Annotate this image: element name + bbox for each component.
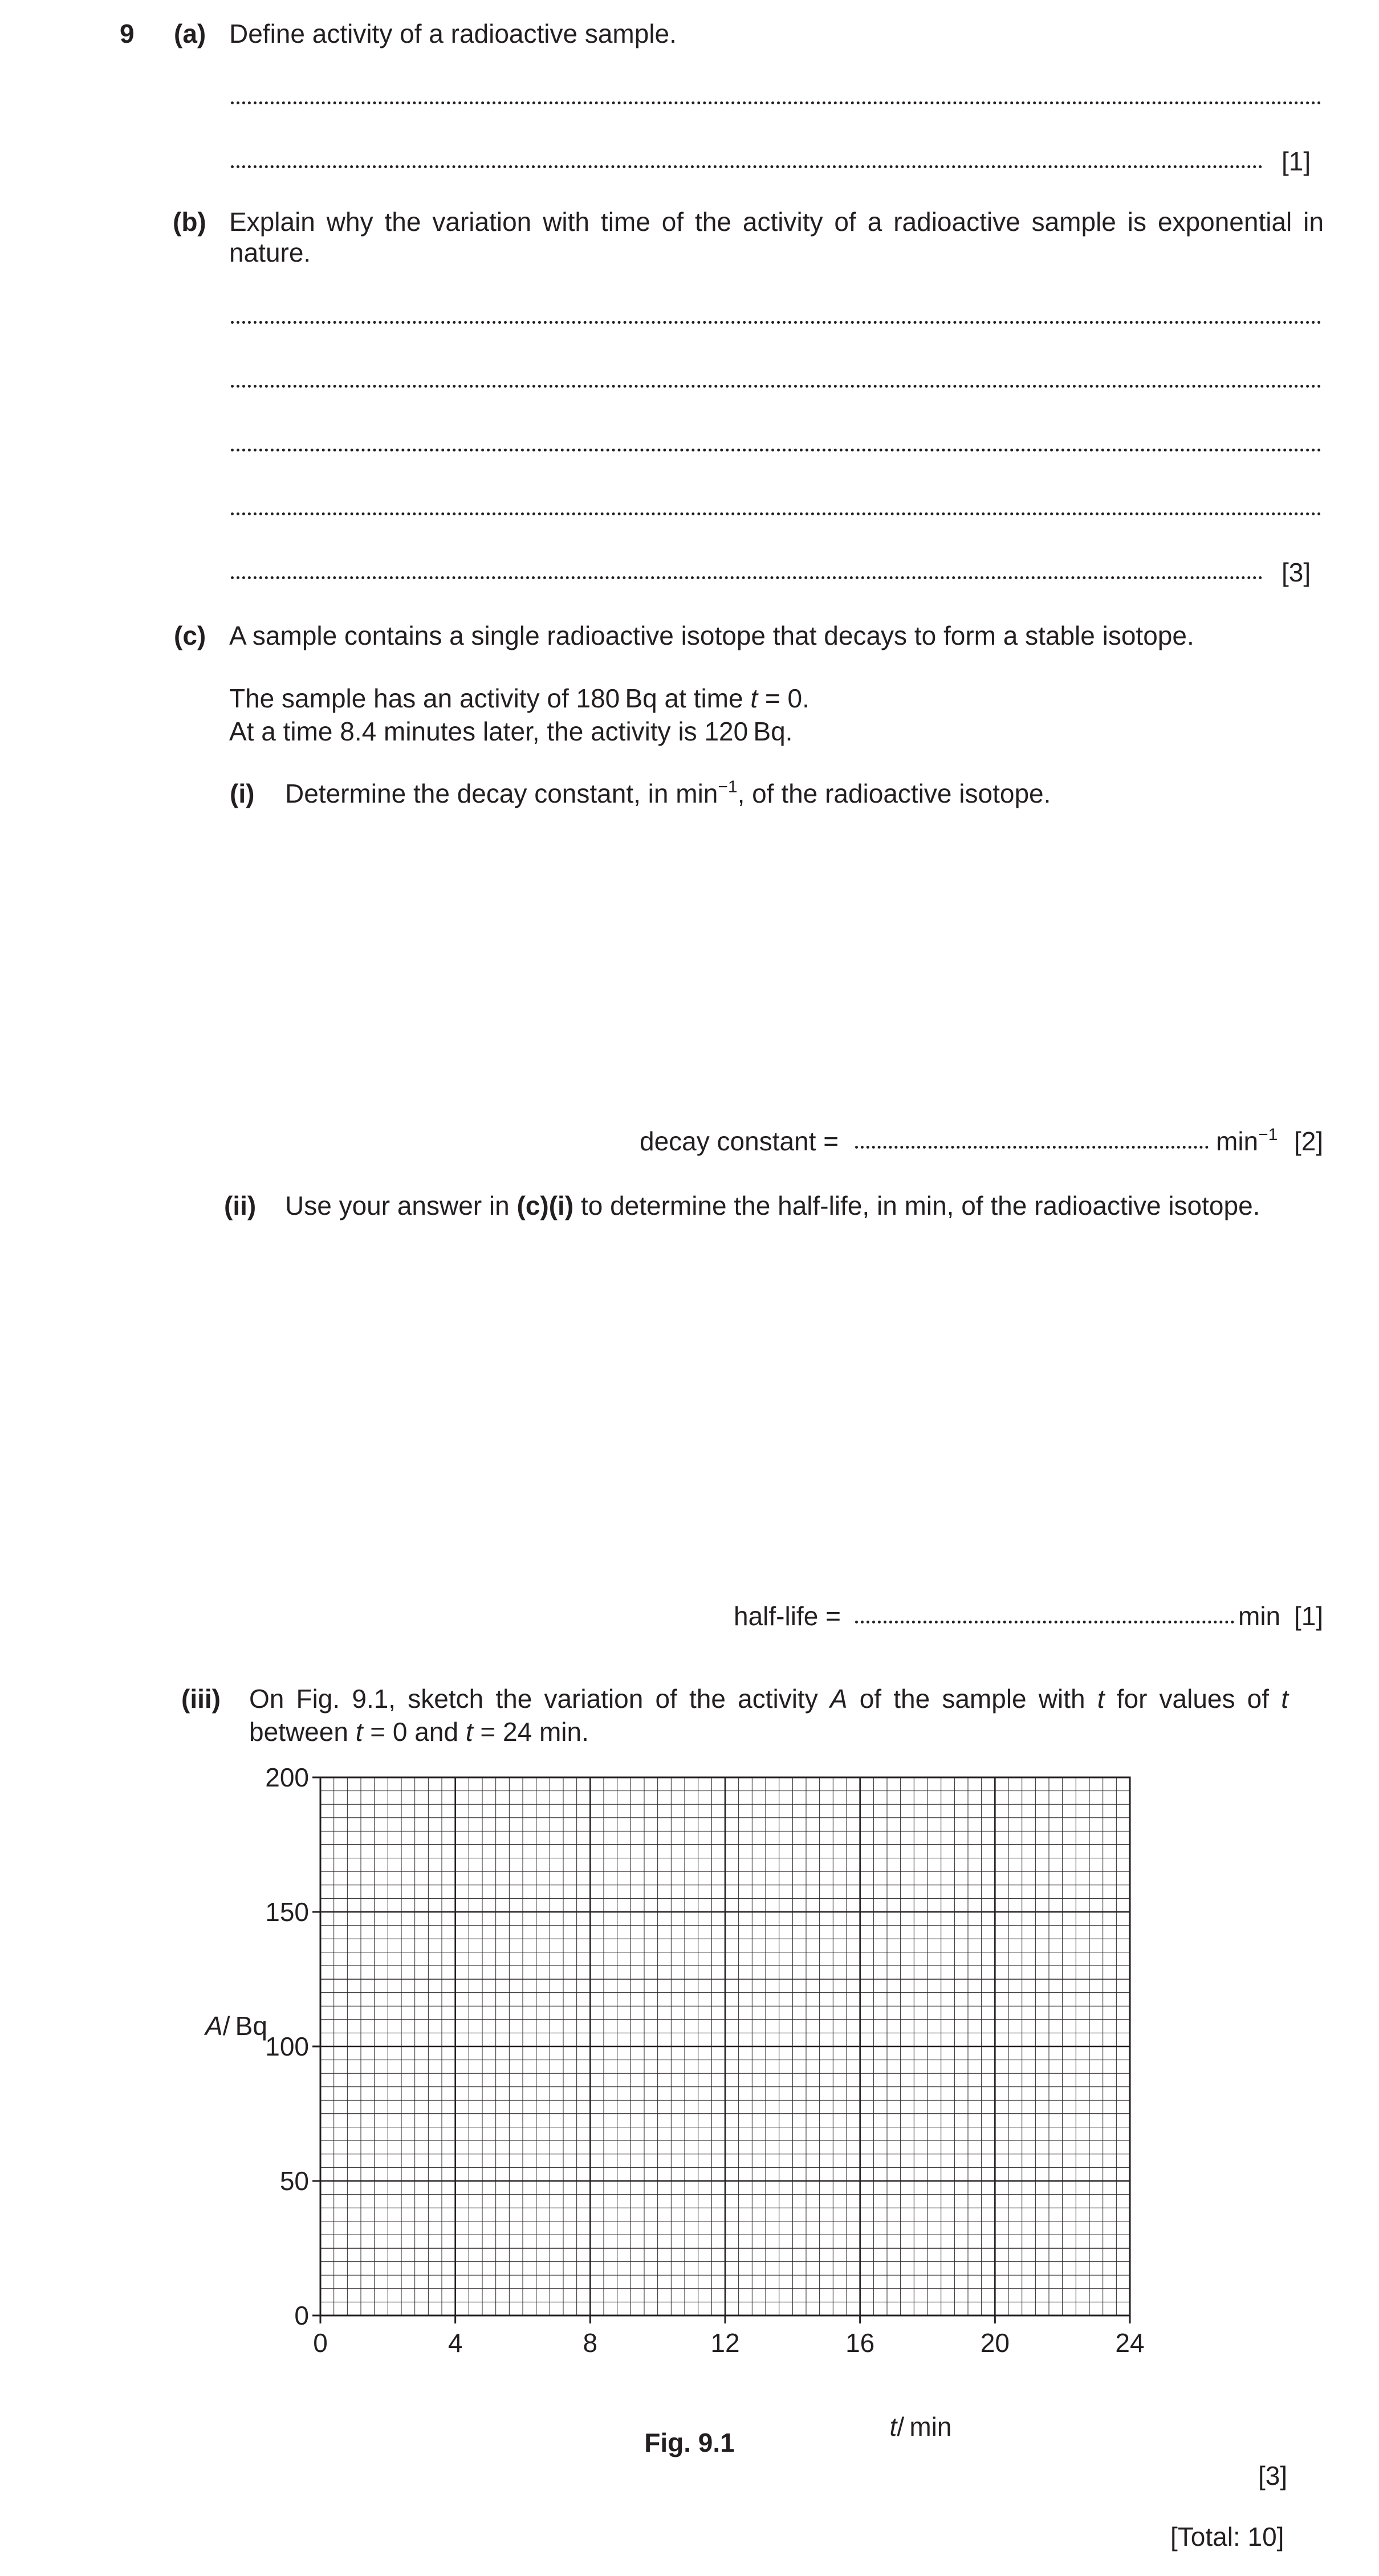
x-tick-label: 8: [583, 2328, 598, 2358]
answer-line[interactable]: [231, 321, 1321, 324]
part-c-i-label: (i): [230, 779, 255, 808]
answer-line[interactable]: [231, 449, 1321, 451]
answer-line[interactable]: [231, 385, 1321, 388]
y-tick-labels: [265, 1767, 309, 2330]
y-tick-label: 0: [294, 2301, 309, 2330]
part-c-label: (c): [174, 621, 206, 650]
part-b-label: (b): [173, 207, 206, 237]
y-tick-label: 50: [279, 2166, 309, 2196]
answer-line[interactable]: [231, 101, 1321, 104]
part-c-activity-initial: The sample has an activity of 180 Bq at time t = 0.: [229, 683, 809, 713]
x-tick-label: 12: [710, 2328, 740, 2358]
total-marks: [Total: 10]: [1170, 2522, 1284, 2551]
part-c-activity-later: At a time 8.4 minutes later, the activity is 120 Bq.: [229, 717, 793, 746]
y-tick-label: 100: [265, 2032, 309, 2061]
x-tick-label: 0: [313, 2328, 328, 2358]
part-b-marks: [3]: [1282, 557, 1311, 587]
part-c-iii-text-line2: between t = 0 and t = 24 min.: [249, 1717, 589, 1747]
y-tick-label: 150: [265, 1897, 309, 1927]
x-axis-label: t/ min: [889, 2412, 952, 2441]
part-a-marks: [1]: [1282, 146, 1311, 176]
figure-caption: Fig. 9.1: [644, 2428, 735, 2457]
decay-constant-unit: $\min^{-1}$: [1216, 1125, 1278, 1156]
part-a-label: (a): [174, 19, 206, 48]
decay-constant-label: decay constant =: [640, 1126, 839, 1156]
part-c-i-marks: [2]: [1294, 1126, 1324, 1156]
x-tick-label: 16: [845, 2328, 875, 2358]
part-c-ii-label: (ii): [224, 1191, 257, 1220]
part-c-iii-text-line1: On Fig. 9.1, sketch the variation of the activity A of the sample with t for values of t: [249, 1684, 1288, 1714]
half-life-answer-line[interactable]: [855, 1621, 1234, 1623]
axis-ticks: [312, 1777, 1130, 2323]
part-c-i-text: Determine the decay constant, in $\min^{-1}$, of the radioactive isotope.: [285, 778, 1051, 808]
half-life-label: half-life =: [734, 1601, 841, 1631]
part-c-iii-marks: [3]: [1258, 2461, 1288, 2490]
y-tick-label: 200: [265, 1767, 309, 1792]
x-tick-label: 20: [980, 2328, 1010, 2358]
part-c-ii-text: Use your answer in (c)(i) to determine the half-life, in min, of the radioactive isotope.: [285, 1191, 1260, 1220]
y-axis-label: A/ Bq: [205, 2011, 267, 2041]
x-tick-label: 24: [1115, 2328, 1145, 2358]
part-c-iii-label: (iii): [181, 1684, 221, 1714]
half-life-unit: min: [1238, 1601, 1281, 1631]
decay-constant-answer-line[interactable]: [855, 1146, 1209, 1149]
part-c-ii-marks: [1]: [1294, 1601, 1324, 1631]
question-number: 9: [120, 19, 135, 48]
answer-line[interactable]: [231, 165, 1263, 168]
part-a-text: Define activity of a radioactive sample.: [229, 19, 677, 48]
answer-line[interactable]: [231, 576, 1263, 579]
part-c-intro: A sample contains a single radioactive isotope that decays to form a stable isotope.: [229, 621, 1194, 650]
part-b-text: Explain why the variation with time of the activity of a radioactive sample is exponential in nature.: [229, 207, 1324, 267]
answer-line[interactable]: [231, 512, 1321, 515]
x-tick-labels: [313, 2328, 1144, 2358]
activity-time-graph[interactable]: [194, 1767, 1220, 2451]
x-tick-label: 4: [448, 2328, 463, 2358]
